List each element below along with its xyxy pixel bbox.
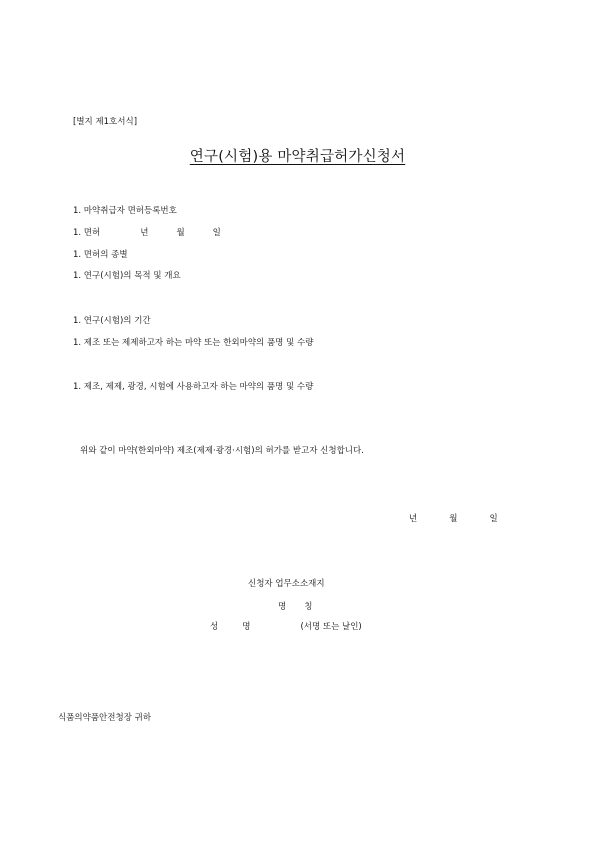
license-date-year: 년 bbox=[140, 228, 149, 238]
form-title bbox=[0, 146, 595, 166]
application-date-day: 일 bbox=[489, 514, 498, 524]
application-date-year: 년 bbox=[409, 514, 418, 524]
signature-note: (서명 또는 날인) bbox=[300, 622, 362, 632]
addressee: 식품의약품안전청장 귀하 bbox=[58, 713, 152, 723]
application-statement: 위와 같이 마약(한외마약) 제조(제제·광경·시험)의 허가를 받고자 신청합니다. bbox=[80, 446, 364, 456]
item-research-period: 1. 연구(시험)의 기간 bbox=[73, 316, 151, 326]
item-license-date bbox=[73, 228, 221, 238]
form-label: [별지 제1호서식] bbox=[73, 117, 138, 127]
applicant-person-char-1: 성 bbox=[210, 622, 219, 632]
license-date-month: 월 bbox=[176, 228, 185, 238]
item-license-number: 1. 마약취급자 면허등록번호 bbox=[73, 206, 177, 216]
license-date-prefix: 1. 면허 bbox=[73, 228, 101, 238]
applicant-name-label bbox=[278, 602, 312, 612]
license-date-day: 일 bbox=[212, 228, 221, 238]
item-manufacture-drugs: 1. 제조 또는 제제하고자 하는 마약 또는 한외마약의 품명 및 수량 bbox=[73, 338, 314, 348]
applicant-person-line bbox=[210, 622, 362, 632]
item-used-drugs: 1. 제조, 제제, 광경, 시험에 사용하고자 하는 마약의 품명 및 수량 bbox=[73, 382, 314, 392]
form-title-text: 연구(시험)용 마약취급허가신청서 bbox=[189, 149, 406, 165]
item-license-type: 1. 면허의 종별 bbox=[73, 250, 128, 260]
applicant-address-label: 신청자 업무소소재지 bbox=[248, 579, 325, 589]
applicant-name-char-2: 칭 bbox=[304, 602, 313, 612]
item-research-purpose: 1. 연구(시험)의 목적 및 개요 bbox=[73, 271, 181, 281]
applicant-person-char-2: 명 bbox=[242, 622, 251, 632]
application-date bbox=[409, 514, 498, 524]
applicant-name-char-1: 명 bbox=[278, 602, 287, 612]
application-date-month: 월 bbox=[449, 514, 458, 524]
